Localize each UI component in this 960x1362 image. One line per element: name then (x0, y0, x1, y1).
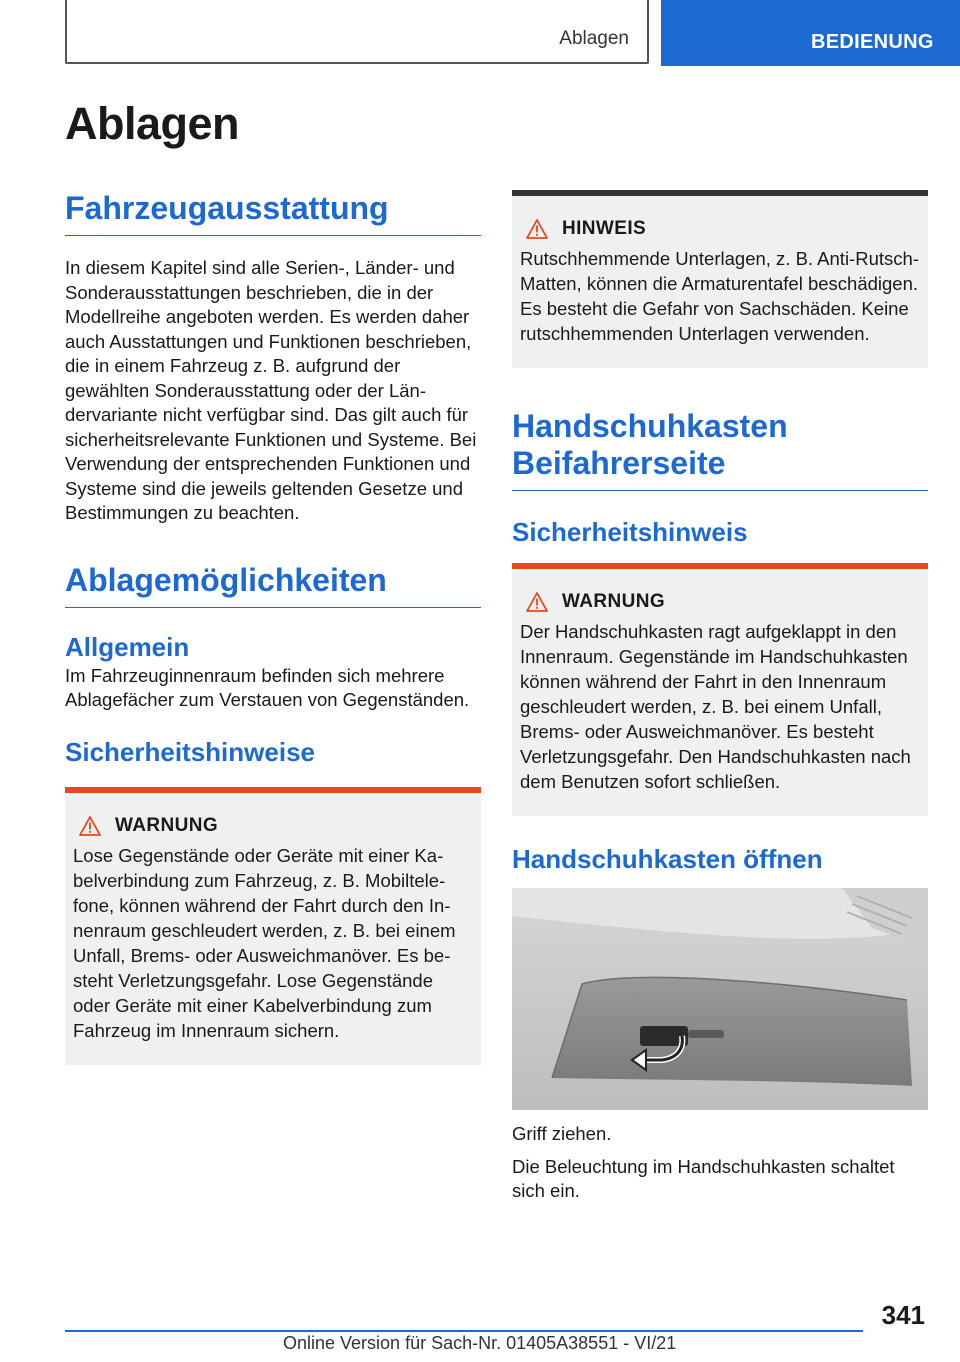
warning-triangle-icon (526, 592, 548, 612)
hint-text: Rutschhemmende Unterlagen, z. B. Anti-Rutsch-Matten, können die Armaturentafel beschädigen. Es besteht die Gefahr von Sachschäden. Keine rutschhemmenden Unterlagen verwenden. (520, 248, 919, 344)
right-column (512, 190, 928, 1204)
paragraph-beleuchtung: Die Beleuchtung im Handschuhkasten schaltet sich ein. (512, 1155, 895, 1201)
heading-allgemein: Allgemein (65, 631, 190, 662)
footer-divider (65, 1330, 863, 1332)
warning-label: WARNUNG (115, 814, 219, 836)
warning-label-2: WARNUNG (562, 591, 666, 612)
heading-sicherheitshinweis: Sicherheitshinweis (512, 517, 748, 547)
heading-ablagemoeglichkeiten: Ablagemöglichkeiten (65, 562, 481, 608)
glovebox-illustration (512, 888, 928, 1110)
header-chapter-tab: BEDIENUNG (661, 0, 960, 66)
header-section-label: Ablagen (559, 28, 629, 49)
heading-fahrzeugausstattung: Fahrzeugausstattung (65, 190, 481, 236)
header-section-tab (65, 0, 649, 64)
hint-title (526, 218, 920, 240)
warning-title (79, 815, 473, 837)
paragraph-allgemein: Im Fahrzeuginnenraum befinden sich mehrere Ablagefächer zum Verstauen von Gegenständen. (65, 664, 470, 710)
page-number: 341 (881, 1300, 925, 1330)
warning-text: Lose Gegenstände oder Geräte mit einer Kabelverbindung zum Fahrzeug, z. B. Mobiltelefone, können während der Fahrt durch den Innenraum geschleudert werden, z. B. bei einem Unfall, Brems- oder Ausweichmanöver. Es besteht Verletzungsgefahr. Lose Gegenstände oder Geräte mit einer Kabelverbindung zum Fahrzeug im Innenraum sichern. (73, 844, 456, 1041)
heading-handschuhkasten-oeffnen: Handschuhkasten öffnen (512, 844, 823, 874)
paragraph-fahrzeugausstattung: In diesem Kapitel sind alle Serien-, Länder- und Sonderausstattungen beschrieben, die in der Modellreihe angeboten werden. Es werden daher auch Ausstattungen und Funktionen beschrieben, die in einem Fahrzeug z. B. aufgrund der gewählten Sonderausstattung oder der Ländervariante nicht verfügbar sind. Das gilt auch für sicherheitsrelevante Funktionen und Systeme. Bei Verwendung der entsprechenden Funktionen und Systeme sind die jeweils geltenden Gesetze und Bestimmungen zu beachten. (65, 257, 477, 523)
warning-box-lose-gegenstaende (65, 787, 481, 1065)
hint-label: HINWEIS (562, 218, 647, 239)
warning-box-handschuhkasten (512, 563, 928, 816)
footer-online-version: Online Version für Sach-Nr. 01405A38551 - VI/21 (283, 1333, 677, 1353)
hint-box-rutschhemmend (512, 190, 928, 368)
warning-triangle-icon (79, 816, 101, 836)
heading-sicherheitshinweise: Sicherheitshinweise (65, 736, 315, 767)
warning-title-2 (526, 591, 920, 613)
hint-triangle-icon (526, 219, 548, 239)
glovebox-photo (512, 888, 928, 1110)
page-title: Ablagen (65, 98, 240, 149)
warning-text-2: Der Handschuhkasten ragt aufgeklappt in den Innenraum. Gegenstände im Handschuhkasten können während der Fahrt in den Innenraum geschleudert werden, z. B. bei einem Unfall, Brems- oder Ausweichmanöver. Es besteht Verletzungsgefahr. Den Handschuhkasten nach dem Benutzen sofort schließen. (520, 621, 911, 792)
heading-handschuhkasten-beifahrerseite: Handschuhkasten Beifahrerseite (512, 408, 928, 491)
paragraph-griff-ziehen: Griff ziehen. (512, 1123, 612, 1144)
left-column (65, 190, 481, 1065)
